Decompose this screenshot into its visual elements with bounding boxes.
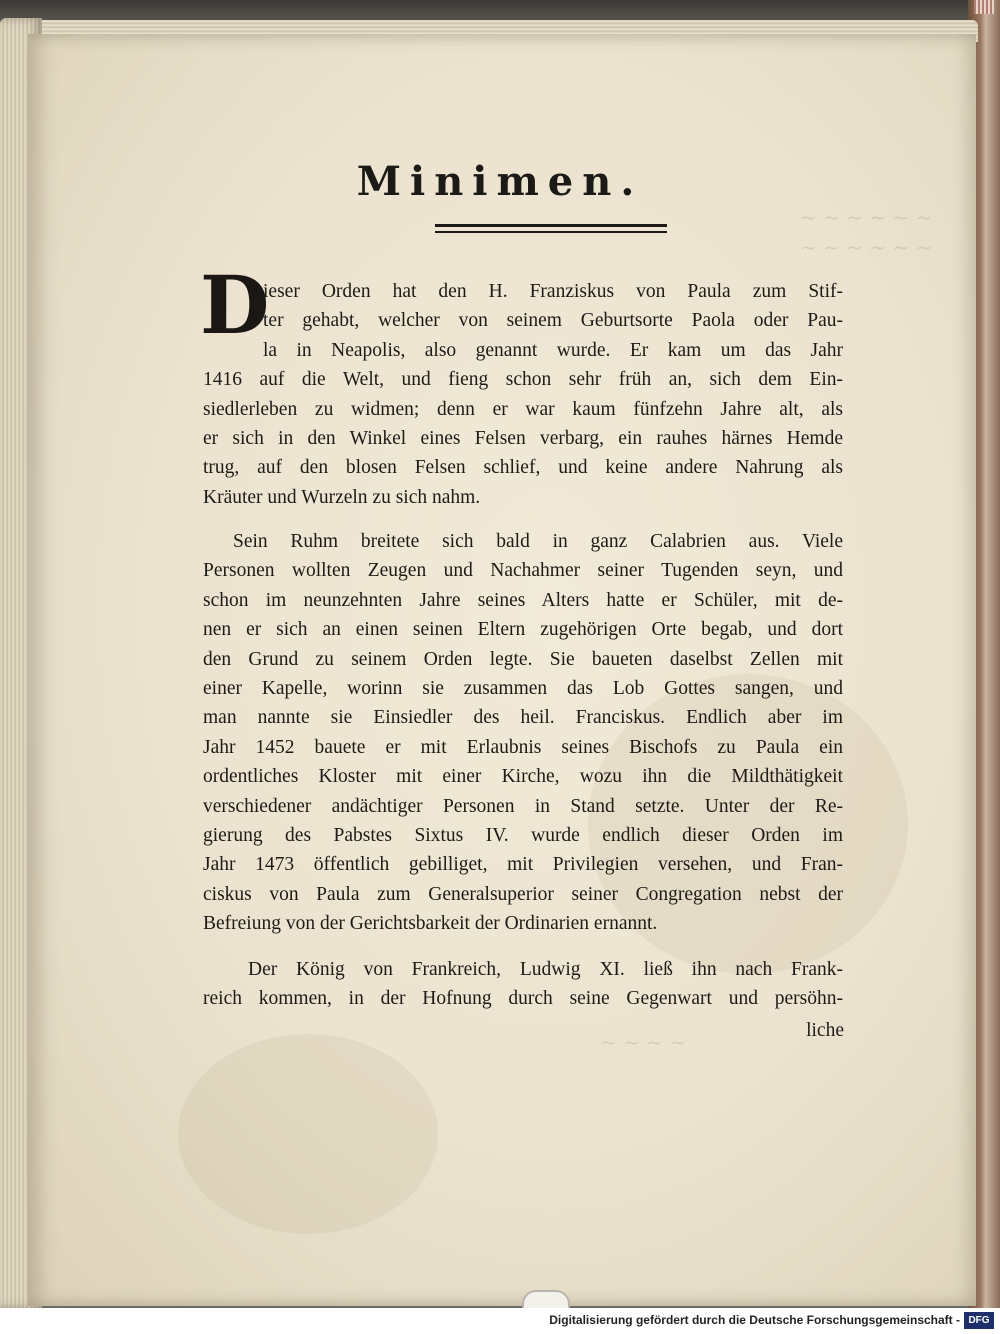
text-line: einer Kapelle, worinn sie zusammen das Lob Gottes sangen, und: [203, 678, 843, 700]
paragraph-1: [203, 277, 843, 512]
text-line: verschiedener andächtiger Personen in Stand setzte. Unter der Re-: [203, 795, 843, 817]
text-line: den Grund zu seinem Orden legte. Sie baueten daselbst Zellen mit: [203, 648, 843, 670]
text-line: ter gehabt, welcher von seinem Geburtsorte Paola oder Pau-: [263, 310, 843, 332]
text-line: ciskus von Paula zum Generalsuperior seiner Congregation nebst der: [203, 883, 843, 905]
title-rule: [435, 224, 667, 227]
text-line: Jahr 1452 bauete er mit Erlaubnis seines Bischofs zu Paula ein: [203, 736, 843, 758]
text-line: siedlerleben zu widmen; denn er war kaum fünfzehn Jahre alt, als: [203, 398, 843, 420]
page-title: Minimen.: [356, 158, 644, 205]
catchword: liche: [806, 1020, 844, 1041]
text-line: reich kommen, in der Hofnung durch seine Gegenwart und persöhn-: [203, 988, 843, 1010]
paragraph-2: [203, 527, 843, 939]
text-line: schon im neunzehnten Jahre seines Alters hatte er Schüler, mit de-: [203, 589, 843, 611]
paper-stain: [178, 1034, 438, 1234]
text-line: Sein Ruhm breitete sich bald in ganz Calabrien aus. Viele: [233, 531, 843, 552]
dfg-logo: DFG: [964, 1312, 994, 1329]
text-line: Kräuter und Wurzeln zu sich nahm.: [203, 486, 481, 508]
paragraph-3: [203, 955, 843, 1014]
spine-pattern: [974, 0, 994, 14]
text-line: man nannte sie Einsiedler des heil. Franciskus. Endlich aber im: [203, 707, 843, 729]
text-line: gierung des Pabstes Sixtus IV. wurde endlich dieser Orden im: [203, 825, 843, 847]
show-through: ~ ~ ~ ~ ~ ~: [800, 235, 933, 259]
drop-cap: D: [200, 258, 270, 352]
text-line: la in Neapolis, also genannt wurde. Er kam um das Jahr: [263, 339, 843, 361]
text-line: Befreiung von der Gerichtsbarkeit der Ordinarien ernannt.: [203, 913, 658, 935]
footer-bar: [0, 1308, 1000, 1334]
funding-credit: Digitalisierung gefördert durch die Deutsche Forschungsgemeinschaft -: [549, 1313, 960, 1327]
show-through: ~ ~ ~ ~ ~ ~: [800, 205, 933, 229]
text-line: ordentliches Kloster mit einer Kirche, wozu ihn die Mildthätigkeit: [203, 766, 843, 788]
text-line: trug, auf den blosen Felsen schlief, und keine andere Nahrung als: [203, 457, 843, 479]
text-line: Personen wollten Zeugen und Nachahmer seiner Tugenden seyn, und: [203, 560, 843, 582]
show-through: ~ ~ ~ ~: [600, 1030, 687, 1054]
text-line: 1416 auf die Welt, und fieng schon sehr früh an, sich dem Ein-: [203, 369, 843, 391]
text-line: er sich in den Winkel eines Felsen verbarg, ein rauhes härnes Hemde: [203, 428, 843, 450]
text-line: Jahr 1473 öffentlich gebilliget, mit Privilegien versehen, und Fran-: [203, 854, 843, 876]
text-line: Der König von Frankreich, Ludwig XI. ließ ihn nach Frank-: [248, 959, 843, 980]
text-line: nen er sich an einen seinen Eltern zugehörigen Orte begab, und dort: [203, 619, 843, 641]
title-rule: [435, 231, 667, 233]
text-line: ieser Orden hat den H. Franziskus von Paula zum Stif-: [263, 281, 843, 302]
